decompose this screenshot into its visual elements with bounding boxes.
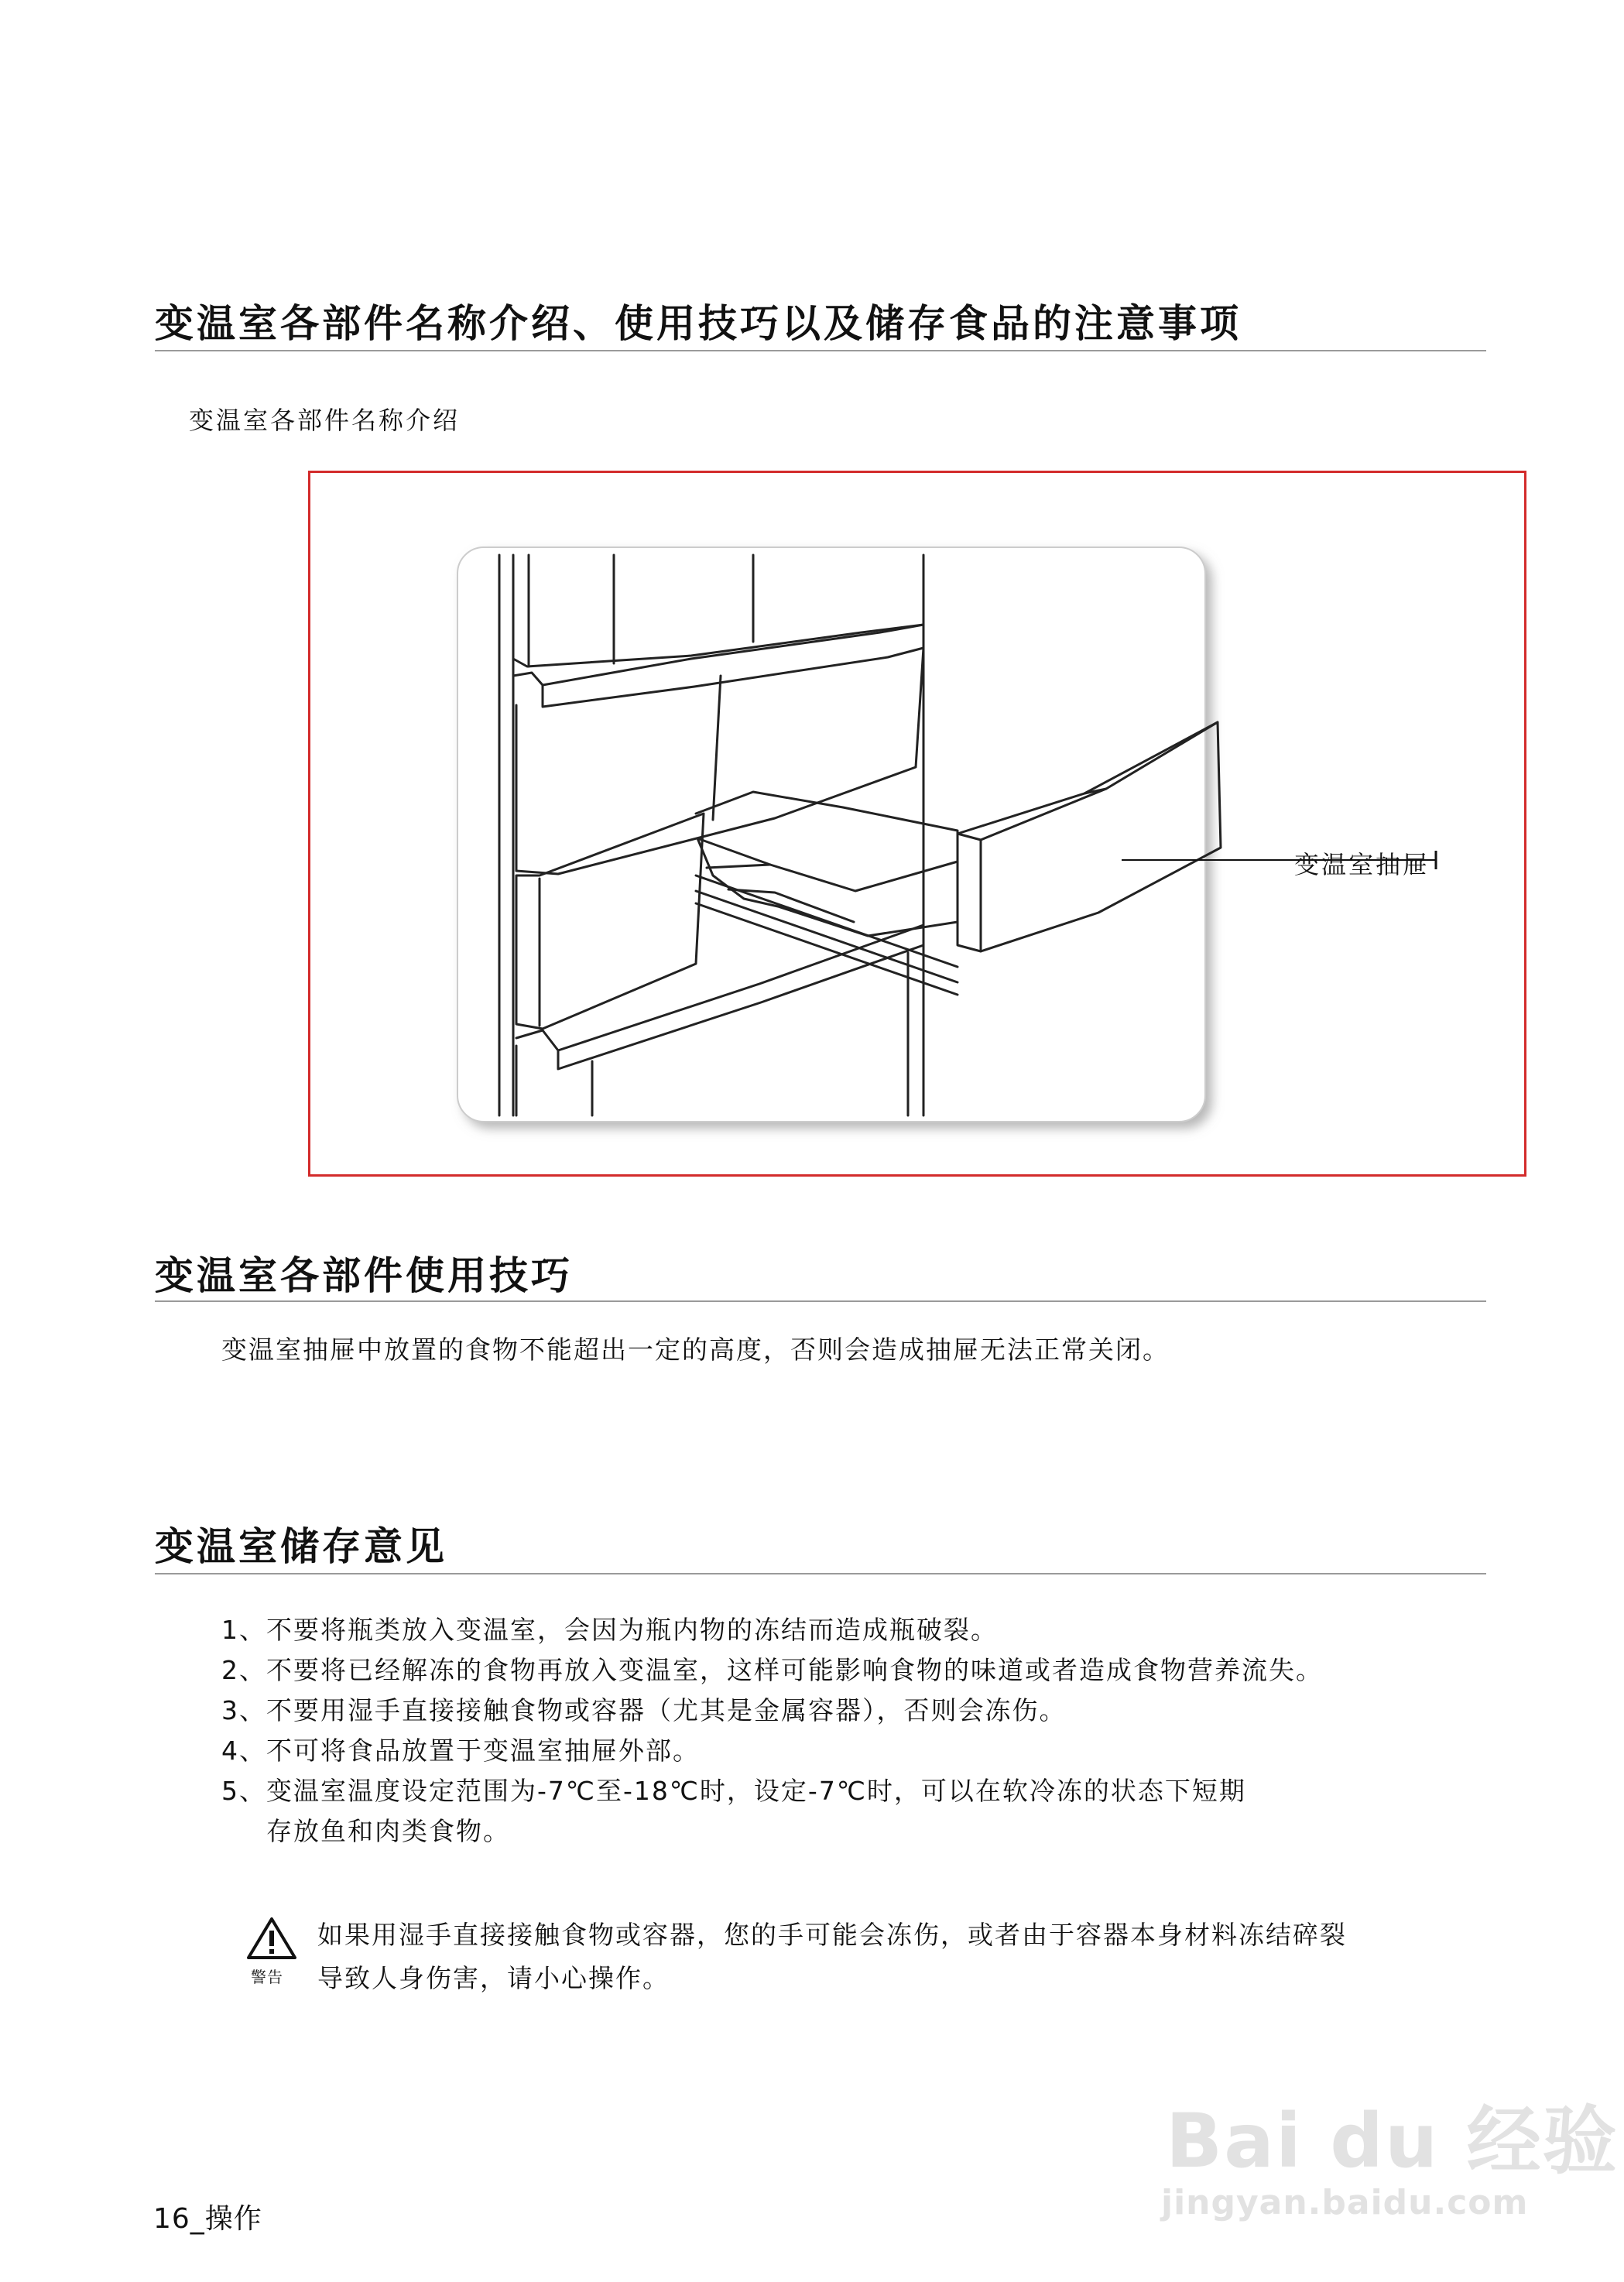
section1-subtitle: 变温室各部件名称介绍 [189,406,461,435]
list-item: 3、不要用湿手直接接触食物或容器（尤其是金属容器），否则会冻伤。 [221,1695,1067,1725]
list-item: 1、不要将瓶类放入变温室，会因为瓶内物的冻结而造成瓶破裂。 [221,1615,998,1645]
warning-label: 警告 [251,1968,283,1986]
watermark-url: jingyan.baidu.com [1161,2183,1529,2222]
list-item-continuation: 存放鱼和肉类食物。 [266,1816,510,1846]
section2-text: 变温室抽屉中放置的食物不能超出一定的高度，否则会造成抽屉无法正常关闭。 [221,1335,1170,1365]
section3-heading: 变温室储存意见 [155,1524,447,1569]
drawer-illustration [310,473,1524,1174]
page-title: 变温室各部件名称介绍、使用技巧以及储存食品的注意事项 [155,301,1242,346]
figure-frame [308,471,1526,1177]
illustration-panel [457,547,1205,1122]
list-item: 2、不要将已经解冻的食物再放入变温室，这样可能影响食物的味道或者造成食物营养流失。 [221,1655,1323,1685]
section2-heading: 变温室各部件使用技巧 [155,1253,573,1298]
watermark-logo: Bai du 经验 [1166,2098,1619,2184]
page-footer: 16_操作 [153,2203,262,2235]
warning-text: 如果用湿手直接接触食物或容器，您的手可能会冻伤，或者由于容器本身材料冻结碎裂导致人身伤害，请小心操作。 [317,1920,1347,1993]
warning-triangle-icon [246,1917,297,1960]
section3-divider [155,1573,1486,1574]
storage-advice-list [221,1610,1323,1852]
list-item: 5、变温室温度设定范围为-7℃至-18℃时，设定-7℃时，可以在软冷冻的状态下短期 [221,1776,1246,1806]
title-divider [155,350,1486,351]
callout-label-drawer: 变温室抽屉 [1294,850,1430,879]
list-item: 4、不可将食品放置于变温室抽屉外部。 [221,1735,700,1766]
section2-divider [155,1300,1486,1302]
